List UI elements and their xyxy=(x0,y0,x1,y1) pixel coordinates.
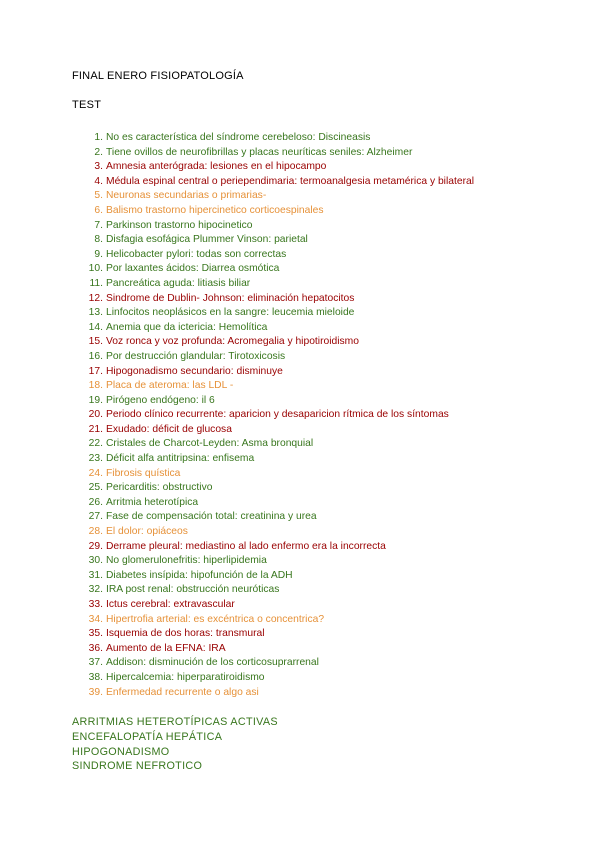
question-text: Voz ronca y voz profunda: Acromegalia y hipotiroidismo xyxy=(106,336,359,348)
question-item xyxy=(72,481,592,496)
question-item xyxy=(72,525,592,540)
question-number: 18. xyxy=(88,380,103,392)
question-text: Amnesia anterógrada: lesiones en el hipocampo xyxy=(106,161,327,173)
question-item xyxy=(72,656,592,671)
question-item xyxy=(72,496,592,511)
question-number: 1. xyxy=(94,132,103,143)
question-text: Diabetes insípida: hipofunción de la ADH xyxy=(106,569,293,581)
question-text: Derrame pleural: mediastino al lado enfermo era la incorrecta xyxy=(106,540,386,552)
question-text: Sindrome de Dublin- Johnson: eliminación hepatocitos xyxy=(106,292,355,304)
question-number: 26. xyxy=(88,496,103,508)
question-item xyxy=(72,335,592,350)
question-item xyxy=(72,613,592,628)
question-text: Aumento de la EFNA: IRA xyxy=(106,642,226,654)
question-number: 23. xyxy=(88,453,103,465)
topic-item: ARRITMIAS HETEROTÍPICAS ACTIVAS xyxy=(72,716,278,728)
question-item xyxy=(72,189,592,204)
question-item xyxy=(72,569,592,584)
question-item xyxy=(72,277,592,292)
question-item xyxy=(72,204,592,219)
question-number: 36. xyxy=(88,642,103,654)
question-item xyxy=(72,437,592,452)
question-text: Tiene ovillos de neurofibrillas y placas neuríticas seniles: Alzheimer xyxy=(106,146,413,158)
question-item xyxy=(72,583,592,598)
question-number: 19. xyxy=(88,394,103,406)
question-text: Cristales de Charcot-Leyden: Asma bronquial xyxy=(106,438,314,450)
question-item xyxy=(72,408,592,423)
question-number: 11. xyxy=(89,277,103,289)
question-number: 2. xyxy=(94,146,103,158)
question-item xyxy=(72,686,592,701)
question-number: 24. xyxy=(88,467,103,479)
question-item xyxy=(72,262,592,277)
question-item xyxy=(72,627,592,642)
question-item xyxy=(72,394,592,409)
topic-item: SINDROME NEFROTICO xyxy=(72,760,203,773)
question-number: 5. xyxy=(94,190,103,202)
question-number: 33. xyxy=(88,599,103,610)
question-number: 9. xyxy=(94,248,103,260)
question-text: Neuronas secundarias o primarias- xyxy=(106,190,267,202)
question-number: 4. xyxy=(94,175,103,187)
question-text: Fase de compensación total: creatinina y urea xyxy=(106,511,317,523)
question-item xyxy=(72,248,592,263)
question-text: Addison: disminución de los corticosuprarrenal xyxy=(106,657,319,669)
question-text: Enfermedad recurrente o algo asi xyxy=(106,686,259,698)
question-item xyxy=(72,219,592,234)
question-number: 37. xyxy=(88,657,103,669)
question-text: Por laxantes ácidos: Diarrea osmótica xyxy=(106,263,280,275)
question-item xyxy=(72,423,592,438)
question-number: 29. xyxy=(88,540,103,552)
question-text: Pirógeno endógeno: il 6 xyxy=(106,394,215,406)
question-item xyxy=(72,452,592,467)
question-number: 35. xyxy=(88,628,103,640)
question-text: No glomerulonefritis: hiperlipidemia xyxy=(106,555,267,567)
question-text: Parkinson trastorno hipocinetico xyxy=(106,219,253,231)
question-number: 30. xyxy=(88,555,103,567)
question-number: 39. xyxy=(88,686,103,698)
question-text: Periodo clínico recurrente: aparicion y desaparicion rítmica de los síntomas xyxy=(106,409,449,421)
question-number: 6. xyxy=(94,204,103,216)
question-item xyxy=(72,598,592,613)
question-text: Helicobacter pylori: todas son correctas xyxy=(106,248,287,260)
question-text: Médula espinal central o periependimaria: termoanalgesia metamérica y bilateral xyxy=(106,175,475,187)
question-item xyxy=(72,306,592,321)
question-number: 14. xyxy=(88,321,103,333)
question-number: 32. xyxy=(88,584,103,596)
question-text: Hipogonadismo secundario: disminuye xyxy=(106,365,283,377)
question-text: Ictus cerebral: extravascular xyxy=(106,599,235,610)
question-text: Exudado: déficit de glucosa xyxy=(106,423,232,435)
question-number: 31. xyxy=(88,569,103,581)
question-number: 22. xyxy=(88,438,103,450)
question-item xyxy=(72,321,592,336)
question-item xyxy=(72,292,592,307)
question-list xyxy=(72,131,592,700)
question-number: 12. xyxy=(88,292,103,304)
question-text: Déficit alfa antitripsina: enfisema xyxy=(106,453,255,465)
question-text: Hipercalcemia: hiperparatiroidismo xyxy=(106,671,265,683)
question-item xyxy=(72,131,592,146)
topic-list xyxy=(72,715,278,774)
question-number: 25. xyxy=(88,482,103,494)
question-item xyxy=(72,175,592,190)
question-number: 13. xyxy=(88,307,103,319)
question-text: Disfagia esofágica Plummer Vinson: parietal xyxy=(106,234,308,246)
topic-item: HIPOGONADISMO xyxy=(72,745,170,758)
question-item xyxy=(72,379,592,394)
question-number: 38. xyxy=(88,671,103,683)
question-item xyxy=(72,160,592,175)
question-text: Placa de ateroma: las LDL - xyxy=(106,380,234,392)
question-item xyxy=(72,671,592,686)
question-text: Pancreática aguda: litiasis biliar xyxy=(106,277,251,289)
document-title: FINAL ENERO FISIOPATOLOGÍA xyxy=(72,70,244,82)
question-number: 20. xyxy=(88,409,103,421)
question-text: Pericarditis: obstructivo xyxy=(106,482,213,494)
question-number: 8. xyxy=(94,234,103,246)
question-item xyxy=(72,642,592,657)
question-item xyxy=(72,233,592,248)
question-number: 27. xyxy=(88,511,103,523)
section-label: TEST xyxy=(72,99,102,111)
question-text: No es característica del síndrome cerebeloso: Discineasis xyxy=(106,132,371,143)
question-item xyxy=(72,554,592,569)
question-text: Linfocitos neoplásicos en la sangre: leucemia mieloide xyxy=(106,307,355,319)
question-item xyxy=(72,350,592,365)
question-number: 3. xyxy=(94,161,103,173)
question-number: 10. xyxy=(88,263,103,275)
question-item xyxy=(72,467,592,482)
question-text: Fibrosis quística xyxy=(106,467,181,479)
question-text: El dolor: opiáceos xyxy=(106,526,188,538)
question-number: 21. xyxy=(88,423,103,435)
question-text: Hipertrofia arterial: es excéntrica o concentrica? xyxy=(106,613,325,625)
topic-item: ENCEFALOPATÍA HEPÁTICA xyxy=(72,730,223,743)
question-text: Anemia que da ictericia: Hemolítica xyxy=(106,321,268,333)
question-number: 17. xyxy=(88,365,103,377)
question-number: 7. xyxy=(94,219,103,231)
question-item xyxy=(72,510,592,525)
question-number: 28. xyxy=(88,526,103,538)
question-text: Isquemia de dos horas: transmural xyxy=(106,628,265,640)
question-text: Por destrucción glandular: Tirotoxicosis xyxy=(106,350,286,362)
question-item xyxy=(72,540,592,555)
question-text: IRA post renal: obstrucción neuróticas xyxy=(106,584,280,596)
question-number: 16. xyxy=(88,350,103,362)
question-number: 15. xyxy=(88,336,103,348)
question-text: Arritmia heterotípica xyxy=(106,496,199,508)
question-text: Balismo trastorno hipercinetico corticoespinales xyxy=(106,204,324,216)
question-number: 34. xyxy=(88,613,103,625)
question-item xyxy=(72,365,592,380)
question-item xyxy=(72,146,592,161)
